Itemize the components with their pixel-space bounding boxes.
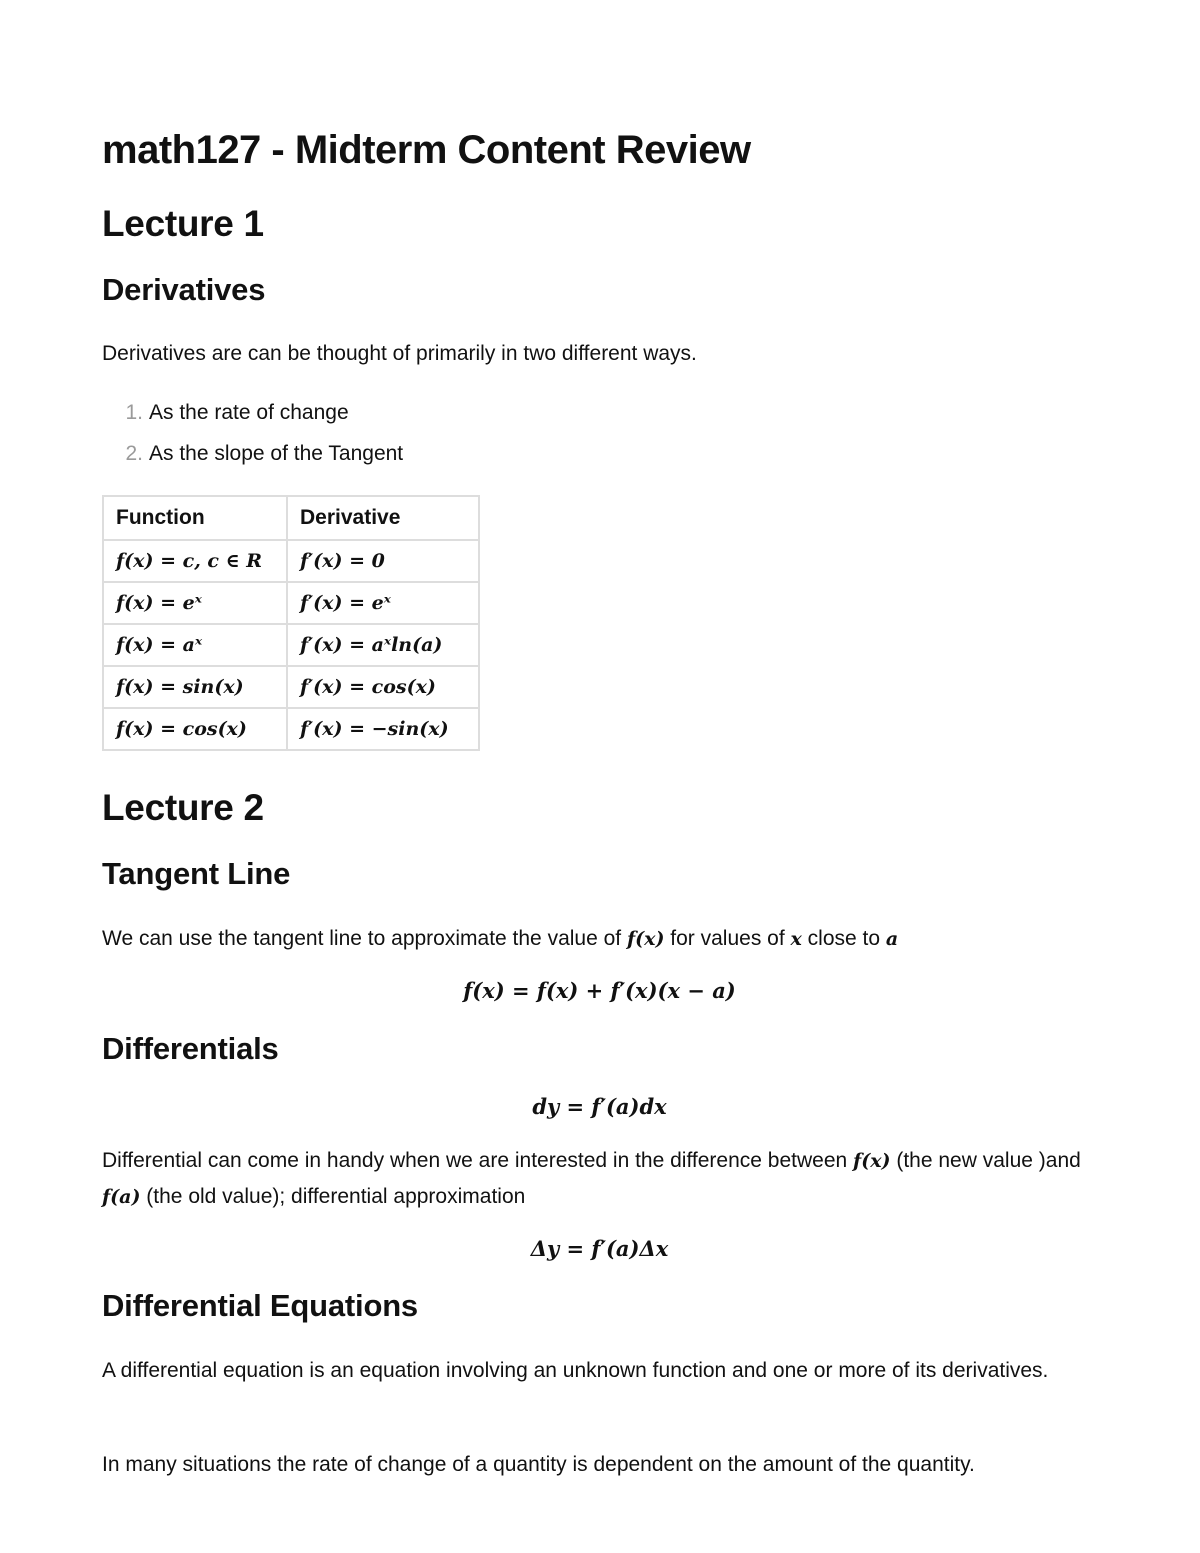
table-cell-function: f(x) = cos(x)	[103, 708, 287, 750]
math-fa: f(a)	[102, 1186, 141, 1208]
differential-equation-dy: dy = f′(a)dx	[532, 1094, 667, 1119]
derivatives-intro: Derivatives are can be thought of primarily in two different ways.	[102, 342, 697, 365]
table-header-function: Function	[103, 496, 287, 540]
differentials-heading: Differentials	[102, 1031, 279, 1066]
list-number: 1.	[125, 401, 143, 424]
math-x: x	[790, 928, 802, 950]
derivatives-heading: Derivatives	[102, 272, 266, 307]
table-cell-function: f(x) = aˣ	[103, 624, 287, 666]
text-segment: Differential can come in handy when we are interested in the difference between	[102, 1149, 854, 1172]
list-number: 2.	[125, 442, 143, 465]
table-header-derivative: Derivative	[287, 496, 479, 540]
text-segment: (the new value )and	[890, 1149, 1081, 1172]
text-segment: We can use the tangent line to approximate the value of	[102, 927, 627, 950]
differential-equations-para-1: A differential equation is an equation involving an unknown function and one or more of its derivatives.	[102, 1359, 1049, 1382]
list-item	[102, 399, 403, 440]
tangent-line-text	[102, 921, 1097, 957]
table-row	[103, 540, 479, 582]
differential-equations-para-2: In many situations the rate of change of a quantity is dependent on the amount of the quantity.	[102, 1453, 975, 1476]
derivatives-list	[102, 399, 403, 481]
text-segment: for values of	[664, 927, 791, 950]
table-cell-derivative: f′(x) = cos(x)	[287, 666, 479, 708]
differential-equations-heading: Differential Equations	[102, 1288, 418, 1323]
table-cell-derivative: f′(x) = eˣ	[287, 582, 479, 624]
table-row	[103, 624, 479, 666]
tangent-line-equation: f(x) = f(x) + f′(x)(x − a)	[463, 978, 736, 1003]
lecture-2-heading: Lecture 2	[102, 787, 264, 828]
table-cell-derivative: f′(x) = −sin(x)	[287, 708, 479, 750]
tangent-line-heading: Tangent Line	[102, 856, 291, 891]
math-fx: f(x)	[853, 1150, 891, 1172]
table-row	[103, 708, 479, 750]
table-header-row	[103, 496, 479, 540]
table-row	[103, 582, 479, 624]
list-item	[102, 440, 403, 481]
document-title: math127 - Midterm Content Review	[102, 128, 751, 172]
math-a: a	[885, 928, 899, 950]
differential-approximation-equation: Δy = f′(a)Δx	[530, 1236, 669, 1261]
table-cell-function: f(x) = sin(x)	[103, 666, 287, 708]
differentials-text	[102, 1143, 1097, 1215]
table-cell-function: f(x) = c, c ∈ R	[103, 540, 287, 582]
table-row	[103, 666, 479, 708]
table-cell-derivative: f′(x) = aˣln(a)	[287, 624, 479, 666]
math-fx: f(x)	[626, 928, 665, 950]
text-segment: (the old value); differential approximation	[140, 1185, 526, 1208]
lecture-1-heading: Lecture 1	[102, 203, 264, 244]
list-text: As the rate of change	[149, 401, 349, 424]
derivative-table	[102, 495, 480, 751]
text-segment: close to	[801, 927, 886, 950]
table-cell-derivative: f′(x) = 0	[287, 540, 479, 582]
table-cell-function: f(x) = eˣ	[103, 582, 287, 624]
list-text: As the slope of the Tangent	[149, 442, 404, 465]
